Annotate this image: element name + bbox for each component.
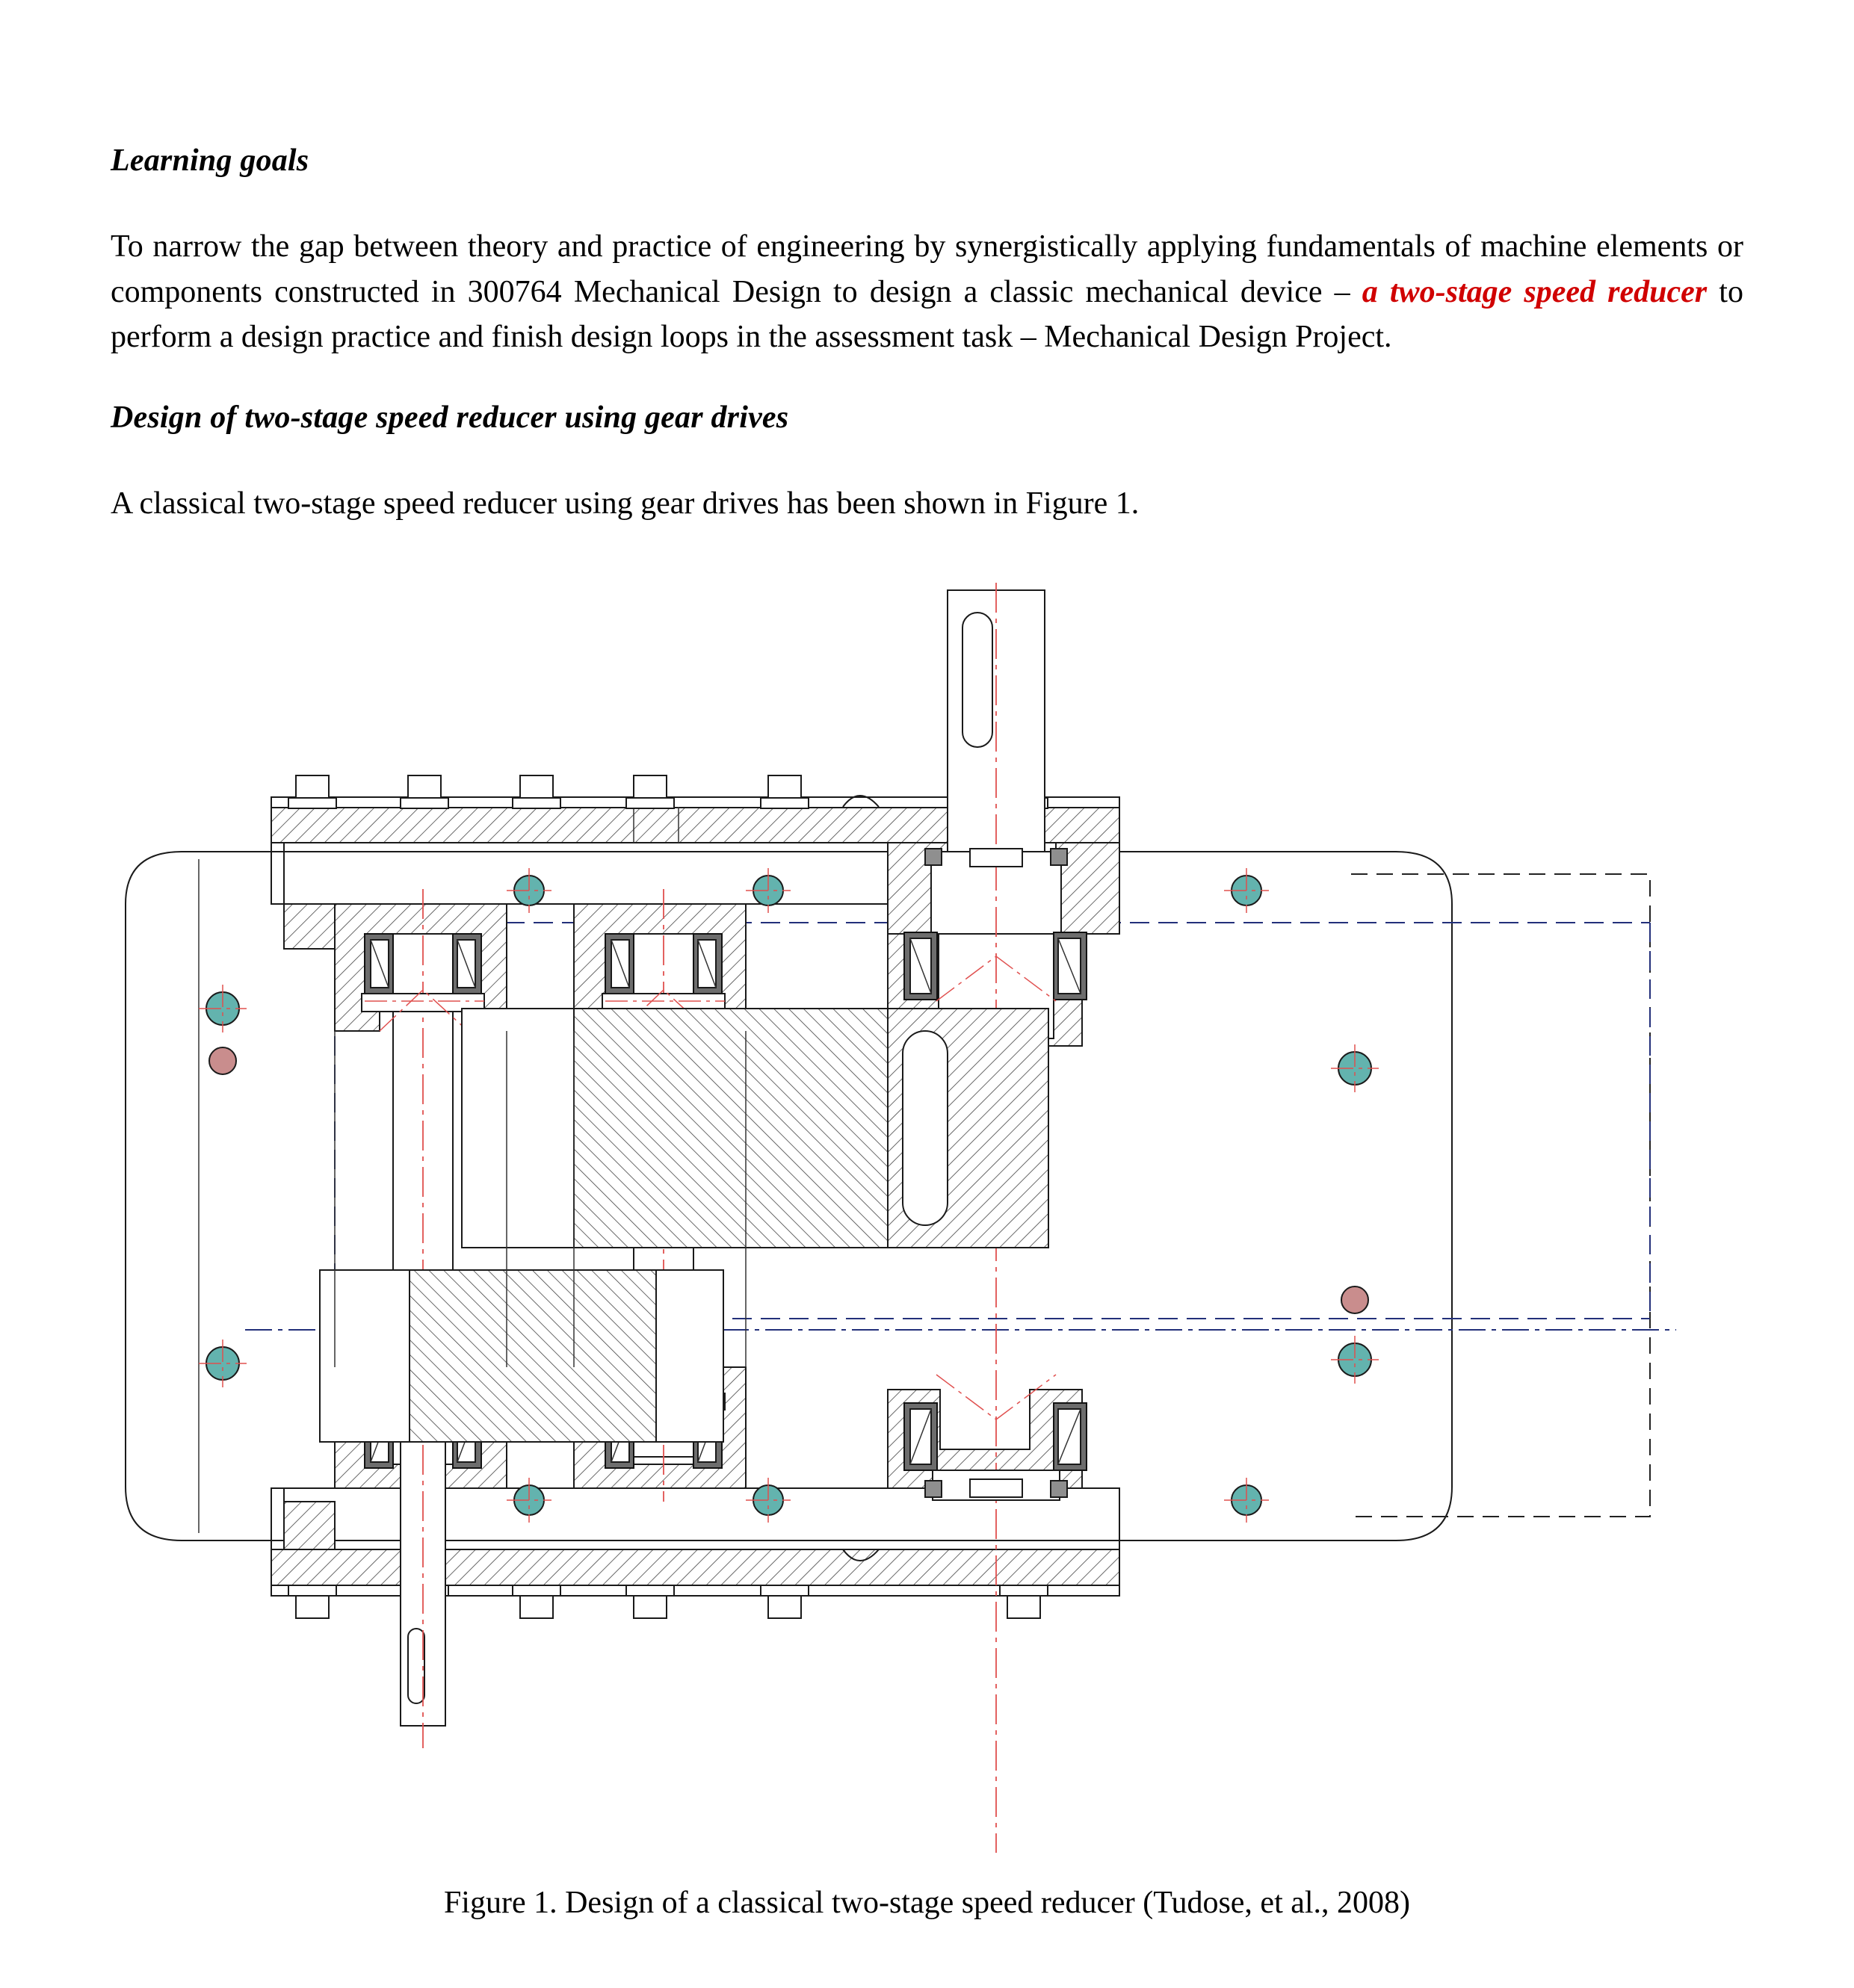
learning-goals-text-part2: to perform a design practice and finish design loops in the assessment task – Mechanical Design Project.	[111, 274, 1743, 355]
gear-small-lower	[320, 1270, 723, 1442]
learning-goals-emphasis: a two-stage speed reducer	[1362, 274, 1708, 309]
learning-goals-paragraph	[111, 224, 1743, 359]
learning-goals-heading: Learning goals	[111, 143, 309, 178]
learning-goals-text-part1: To narrow the gap between theory and practice of engineering by synergistically applying fundamentals of machine elements or components constructed in 300764 Mechanical Design to design a classic mechanical device –	[111, 229, 1743, 309]
gear-large-upper	[462, 1009, 1048, 1248]
figure-1-drawing	[111, 583, 1743, 1853]
document-content	[111, 142, 1743, 527]
design-section-heading: Design of two-stage speed reducer using gear drives	[111, 400, 789, 435]
figure-1-caption: Figure 1. Design of a classical two-stage speed reducer (Tudose, et al., 2008)	[443, 1886, 1411, 1920]
design-section-paragraph: A classical two-stage speed reducer using gear drives has been shown in Figure 1.	[111, 486, 1140, 521]
bottom-flange-assembly	[271, 1488, 1119, 1596]
